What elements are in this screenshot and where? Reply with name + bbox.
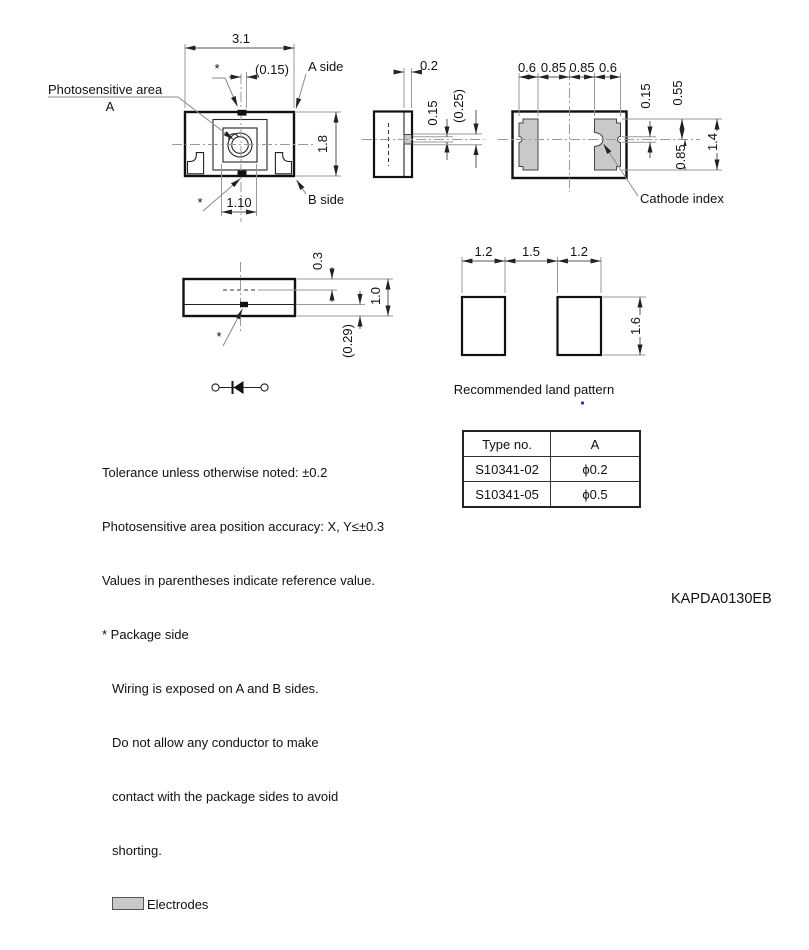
asterisk-bottom: * (197, 195, 203, 210)
note-line: Do not allow any conductor to make (112, 735, 319, 750)
dim-tab-ref: (0.25) (451, 89, 466, 123)
label-photosensitive-area: Photosensitive area (48, 82, 163, 97)
note-line: Tolerance unless otherwise noted: ±0.2 (102, 465, 328, 480)
note-line: shorting. (112, 843, 162, 858)
dim-pad-height: 1.6 (628, 316, 643, 336)
dim-seg3: 0.85 (569, 60, 595, 75)
side-view (362, 58, 484, 177)
dim-surface: 0.3 (310, 251, 325, 271)
table-row (463, 482, 640, 508)
dim-height: 1.0 (368, 286, 383, 306)
dim-notch: 0.15 (638, 83, 653, 109)
electrodes-legend (102, 896, 384, 914)
pad-left (462, 297, 505, 355)
wiring-mark (240, 302, 248, 307)
dim-pad-left: 1.2 (474, 244, 493, 259)
note-line: contact with the package sides to avoid (112, 789, 339, 804)
dim-package-width: 3.1 (231, 31, 251, 46)
asterisk: * (216, 329, 222, 344)
dim-window-width: 1.10 (226, 195, 252, 210)
dim-seg4: 0.6 (598, 60, 618, 75)
asterisk-top: * (214, 61, 220, 76)
pad-right (558, 297, 602, 355)
diode-symbol (212, 381, 268, 394)
stray-dot (581, 401, 584, 404)
cell-type: S10341-02 (463, 457, 551, 482)
dim-gap: 1.5 (521, 244, 541, 259)
note-line: Photosensitive area position accuracy: X, Y≤±0.3 (102, 519, 385, 534)
note-line: * Package side (102, 627, 189, 642)
wiring-mark-bottom (238, 171, 247, 177)
table-header-row (463, 431, 640, 457)
front-outline (184, 279, 296, 316)
dim-package-height: 1.8 (315, 134, 330, 154)
note-line: Wiring is exposed on A and B sides. (112, 681, 319, 696)
dim-center-to-bottom: 0.85 (673, 144, 688, 170)
dim-seg1: 0.6 (517, 60, 537, 75)
land-pattern (454, 244, 646, 405)
label-a-side: A side (308, 59, 344, 74)
top-view (48, 31, 344, 222)
note-line: Values in parentheses indicate reference value. (102, 573, 375, 588)
label-a: A (105, 99, 115, 114)
dim-seg2: 0.85 (540, 60, 567, 75)
front-view (184, 252, 394, 358)
leader-a-side (296, 74, 306, 109)
dim-tab: 0.15 (425, 100, 440, 126)
leader-asterisk-top (212, 78, 238, 107)
electrode-anode (519, 119, 538, 170)
leader-b-side (297, 180, 307, 194)
table-row (463, 457, 640, 482)
type-table (462, 430, 641, 508)
electrode-swatch (112, 897, 144, 910)
cell-a: ϕ0.2 (551, 457, 641, 482)
header-a: A (551, 431, 641, 457)
wiring-mark-top (238, 110, 247, 116)
label-b-side: B side (308, 192, 345, 207)
electrodes-label: Electrodes (147, 897, 209, 912)
bottom-view (498, 60, 724, 206)
notes-block (102, 428, 384, 950)
dim-top-to-center: 0.55 (670, 80, 685, 106)
label-cathode-index: Cathode index (640, 191, 724, 206)
land-pattern-caption: Recommended land pattern (453, 382, 615, 397)
dim-layer: 0.2 (419, 58, 439, 73)
drawing-canvas (0, 0, 809, 420)
dim-pad-right: 1.2 (569, 244, 589, 259)
cell-a: ϕ0.5 (551, 482, 641, 508)
dim-electrode-height: 1.4 (705, 132, 720, 152)
terminal-right (261, 384, 268, 391)
cell-type: S10341-05 (463, 482, 551, 508)
anode-triangle (234, 381, 244, 394)
terminal-left (212, 384, 219, 391)
drawing-number: KAPDA0130EB (671, 591, 772, 607)
dim-offset-ref: (0.15) (255, 62, 289, 77)
header-type-no: Type no. (463, 431, 551, 457)
dim-bottom-ref: (0.29) (340, 324, 355, 358)
